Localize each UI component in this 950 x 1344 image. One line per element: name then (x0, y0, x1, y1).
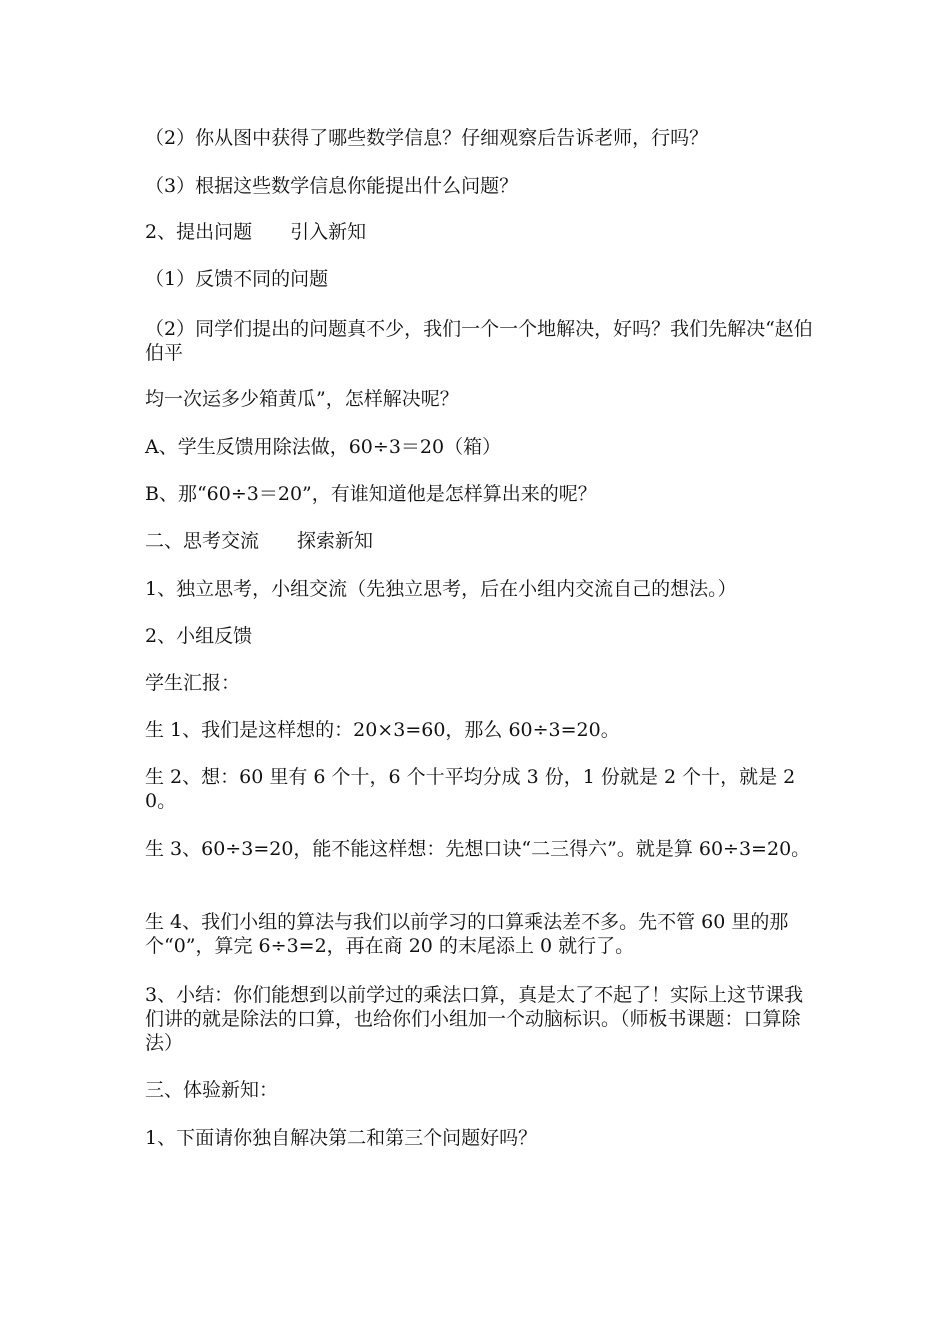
paragraph-7: A、学生反馈用除法做，60÷3＝20（箱） (145, 436, 502, 458)
paragraph-15: 生 3、60÷3=20，能不能这样想：先想口诀“二三得六”。就是算 60÷3=20。 (145, 838, 811, 860)
paragraph-9: 二、思考交流 探索新知 (145, 530, 374, 552)
paragraph-1: （2）你从图中获得了哪些数学信息？仔细观察后告诉老师，行吗？ (145, 127, 709, 149)
paragraph-2: （3）根据这些数学信息你能提出什么问题？ (145, 175, 519, 197)
paragraph-3: 2、提出问题 引入新知 (145, 221, 367, 243)
paragraph-19: 1、下面请你独自解决第二和第三个问题好吗？ (145, 1127, 538, 1149)
paragraph-13: 生 1、我们是这样想的：20×3=60，那么 60÷3=20。 (145, 719, 620, 741)
paragraph-6: 均一次运多少箱黄瓜”，怎样解决呢？ (145, 388, 459, 410)
paragraph-16: 生 4、我们小组的算法与我们以前学习的口算乘法差不多。先不管 60 里的那个“0”，算完 6÷3=2，再在商 20 的末尾添上 0 就行了。 (145, 911, 789, 957)
paragraph-12: 学生汇报： (145, 672, 241, 694)
paragraph-5: （2）同学们提出的问题真不少，我们一个一个地解决，好吗？我们先解决“赵伯伯平 (145, 318, 813, 364)
paragraph-18: 三、体验新知： (145, 1079, 279, 1101)
paragraph-17: 3、小结：你们能想到以前学过的乘法口算，真是太了不起了！实际上这节课我们讲的就是除法的口算，也给你们小组加一个动脑标识。（师板书课题：口算除法） (145, 984, 804, 1054)
paragraph-14: 生 2、想：60 里有 6 个十，6 个十平均分成 3 份，1 份就是 2 个十，就是 20。 (145, 766, 796, 812)
paragraph-11: 2、小组反馈 (145, 625, 253, 647)
paragraph-8: B、那“60÷3＝20”，有谁知道他是怎样算出来的呢？ (145, 483, 597, 505)
paragraph-4: （1）反馈不同的问题 (145, 268, 329, 290)
paragraph-10: 1、独立思考，小组交流（先独立思考，后在小组内交流自己的想法。） (145, 578, 737, 600)
